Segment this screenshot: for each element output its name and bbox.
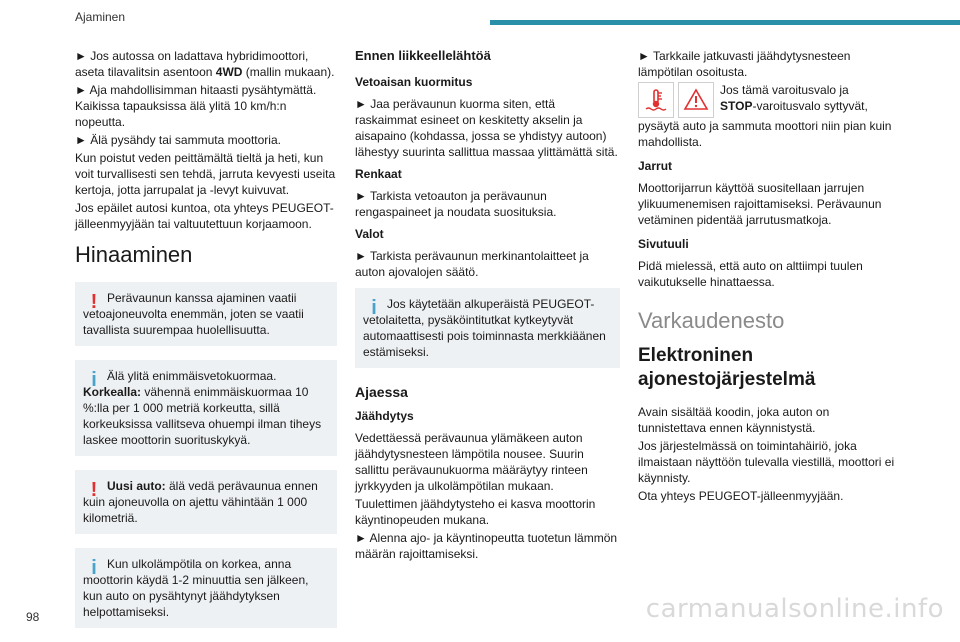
section-heading-electronic-immobiliser: Elektroninen ajonestojärjestelmä — [638, 345, 816, 390]
paragraph: Moottorijarrun käyttöä suositellaan jarrujen ylikuumenemisen rajoittamiseksi. Perävaunun vetäminen pidentää jarrutusmatkoja. — [638, 181, 882, 227]
header-title: Ajaminen — [75, 10, 126, 24]
warning-lights-row — [638, 82, 900, 118]
subheading-brakes: Jarrut — [638, 159, 673, 173]
paragraph: Avain sisältää koodin, joka auton on tunnistettava ennen käynnistystä. — [638, 405, 830, 435]
paragraph: ► Aja mahdollisimman hitaasti pysähtymättä. Kaikissa tapauksissa älä ylitä 10 km/h:n nopeutta. — [75, 83, 317, 129]
paragraph: Kun poistut veden peittämältä tieltä ja heti, kun voit turvallisesti sen tehdä, jarruta kevyesti useita kertoja, jotta jarrupalat ja -levyt kuivuvat. — [75, 151, 336, 197]
warning-lights-text: Jos tämä varoitusvalo ja STOP-varoitusvalo syttyvät, — [720, 83, 868, 113]
section-heading-while-driving: Ajaessa — [355, 384, 408, 400]
column-2 — [355, 48, 620, 564]
subheading-tyres: Renkaat — [355, 167, 402, 181]
warning-exclamation-icon: ! — [90, 479, 98, 501]
page-number: 98 — [26, 610, 40, 624]
info-icon: i — [91, 369, 97, 391]
subheading-drawbar-load: Vetoaisan kuormitus — [355, 75, 473, 89]
warning-exclamation-icon: ! — [90, 291, 98, 313]
paragraph: ► Jaa perävaunun kuorma siten, että raskaimmat esineet on keskitetty akselin ja aisapaino (kohdassa, jossa se yhdistyy autoon) lähestyy suurinta sallittua massaa ylittämättä sitä. — [355, 97, 618, 159]
info-icon: i — [371, 297, 377, 319]
subheading-crosswind: Sivutuuli — [638, 237, 689, 251]
info-note: i Jos käytetään alkuperäistä PEUGEOT-vetolaitetta, pysäköintitutkat kytkeytyvät automaattisesti pois toiminnasta merkkiäänen estämiseksi. — [355, 288, 620, 368]
info-icon: i — [91, 557, 97, 579]
paragraph: ► Älä pysähdy tai sammuta moottoria. — [75, 133, 281, 147]
paragraph: ► Alenna ajo- ja käyntinopeutta tuotetun lämmön määrän rajoittamiseksi. — [355, 531, 618, 561]
coolant-temperature-warning-icon — [638, 82, 674, 118]
paragraph: ► Jos autossa on ladattava hybridimoottori, aseta tilavalitsin asentoon 4WD (mallin mukaan). — [75, 49, 335, 79]
paragraph: ► Tarkista perävaunun merkinantolaitteet ja auton ajovalojen säätö. — [355, 249, 589, 279]
paragraph: Pidä mielessä, että auto on alttiimpi tuulen vaikutukselle hinattaessa. — [638, 259, 863, 289]
paragraph: Tuulettimen jäähdytysteho ei kasva moottorin käyntinopeuden mukana. — [355, 497, 596, 527]
paragraph: Jos epäilet autosi kuntoa, ota yhteys PEUGEOT-jälleenmyyjään tai valtuutettuun korjaamoon. — [75, 201, 334, 231]
subheading-lights: Valot — [355, 227, 384, 241]
column-3 — [638, 48, 900, 506]
watermark: carmanualsonline.info — [645, 594, 944, 624]
paragraph: pysäytä auto ja sammuta moottori niin pian kuin mahdollista. — [638, 119, 892, 149]
warning-note: ! Uusi auto: älä vedä perävaunua ennen kuin ajoneuvolla on ajettu vähintään 1 000 kilometriä. — [75, 470, 337, 534]
paragraph: Ota yhteys PEUGEOT-jälleenmyyjään. — [638, 489, 844, 503]
paragraph: Vedettäessä perävaunua ylämäkeen auton jäähdytysnesteen lämpötila nousee. Suurin sallittu perävaunukuorma määräytyy rinteen jyrkkyyden ja ulkolämpötilan mukaan. — [355, 431, 588, 493]
subheading-cooling: Jäähdytys — [355, 409, 414, 423]
section-heading-before-departure: Ennen liikkeellelähtöä — [355, 48, 491, 63]
paragraph: ► Tarkkaile jatkuvasti jäähdytysnesteen lämpötilan osoitusta. — [638, 49, 851, 79]
paragraph: ► Tarkista vetoauton ja perävaunun rengaspaineet ja noudata suosituksia. — [355, 189, 557, 219]
warning-note: ! Perävaunun kanssa ajaminen vaatii vetoajoneuvolta enemmän, joten se vaatii tavallista suurempaa huolellisuutta. — [75, 282, 337, 346]
header-accent-bar — [490, 20, 960, 25]
section-heading-anti-theft: Varkaudenesto — [638, 308, 785, 333]
info-note: i Älä ylitä enimmäisvetokuormaa. Korkealla: vähennä enimmäiskuormaa 10 %:lla per 1 000 metriä korkeutta, sillä korkeuksissa vallitseva ohuempi ilman tiheys laskee moottorin suorituskykyä. — [75, 360, 337, 456]
warning-triangle-icon — [678, 82, 714, 118]
paragraph: Jos järjestelmässä on toimintahäiriö, joka ilmaistaan näyttöön tulevalla viestillä, moottori ei käynnisty. — [638, 439, 895, 485]
column-1 — [75, 48, 337, 642]
section-heading-hinaaminen: Hinaaminen — [75, 242, 193, 267]
info-note: i Kun ulkolämpötila on korkea, anna moottorin käydä 1-2 minuuttia sen jälkeen, kun auto on pysähtynyt jäähdytyksen helpottamiseksi. — [75, 548, 337, 628]
